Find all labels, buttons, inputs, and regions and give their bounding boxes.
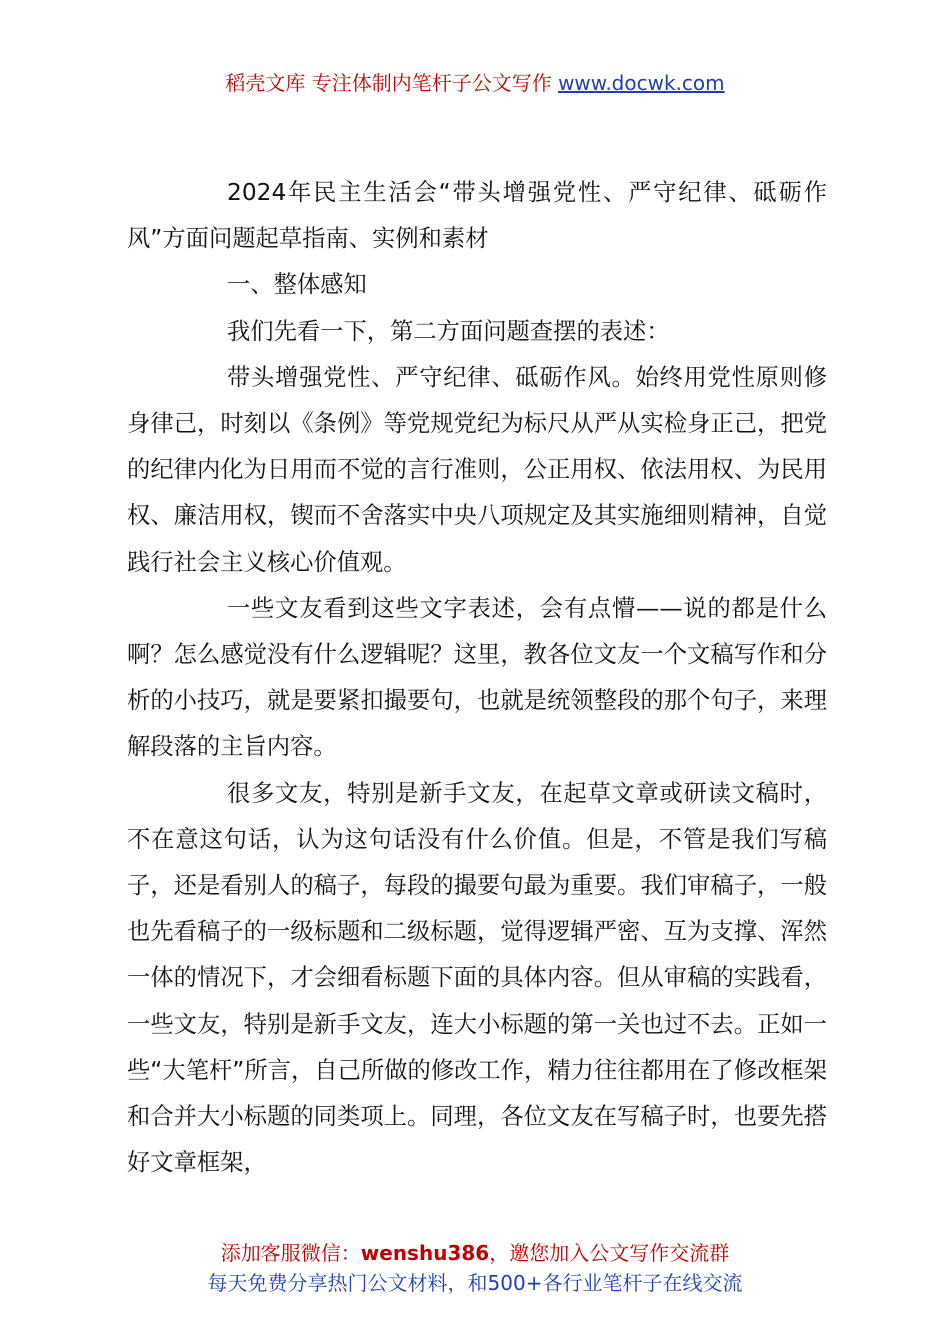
paragraph: 一些文友看到这些文字表述，会有点懵——说的都是什么啊？怎么感觉没有什么逻辑呢？这里，教各位文友一个文稿写作和分析的小技巧，就是要紧扣撮要句，也就是统领整段的那个句子，来理解段落的主旨内容。 (127, 594, 827, 761)
paragraph: 很多文友，特别是新手文友，在起草文章或研读文稿时，不在意这句话，认为这句话没有什么价值。但是，不管是我们写稿子，还是看别人的稿子，每段的撮要句最为重要。我们审稿子，一般也先看稿子的一级标题和二级标题，觉得逻辑严密、互为支撑、浑然一体的情况下，才会细看标题下面的具体内容。但从审稿的实践看，一些文友，特别是新手文友，连大小标题的第一关也过不去。正如一些“大笔杆”所言，自己所做的修改工作，精力往往都用在了修改框架和合并大小标题的同类项上。同理，各位文友在写稿子时，也要先搭好文章框架， (127, 779, 827, 1177)
header-site-link[interactable]: www.docwk.com (558, 71, 725, 95)
page-footer (0, 1238, 950, 1298)
footer-wechat-line (0, 1238, 950, 1268)
footer-wechat-prefix: 添加客服微信： (220, 1241, 361, 1265)
paragraph: 我们先看一下，第二方面问题查摆的表述： (227, 317, 670, 345)
paragraph: 带头增强党性、严守纪律、砥砺作风。始终用党性原则修身律己，时刻以《条例》等党规党纪为标尺从严从实检身正己，把党的纪律内化为日用而不觉的言行准则，公正用权、依法用权、为民用权、廉洁用权，锲而不舍落实中央八项规定及其实施细则精神，自觉践行社会主义核心价值观。 (127, 363, 827, 576)
page-header (0, 68, 950, 98)
footer-share-line: 每天免费分享热门公文材料，和500+各行业笔杆子在线交流 (207, 1271, 743, 1295)
document-title: 2024年民主生活会“带头增强党性、严守纪律、砥砺作风”方面问题起草指南、实例和素材 (127, 179, 827, 253)
section-heading: 一、整体感知 (227, 271, 367, 299)
header-brand-text: 稻壳文库 专注体制内笔杆子公文写作 (225, 71, 559, 95)
footer-wechat-id: wenshu386 (360, 1241, 490, 1265)
footer-wechat-suffix: ，邀您加入公文写作交流群 (489, 1241, 730, 1265)
document-body (127, 170, 827, 1186)
